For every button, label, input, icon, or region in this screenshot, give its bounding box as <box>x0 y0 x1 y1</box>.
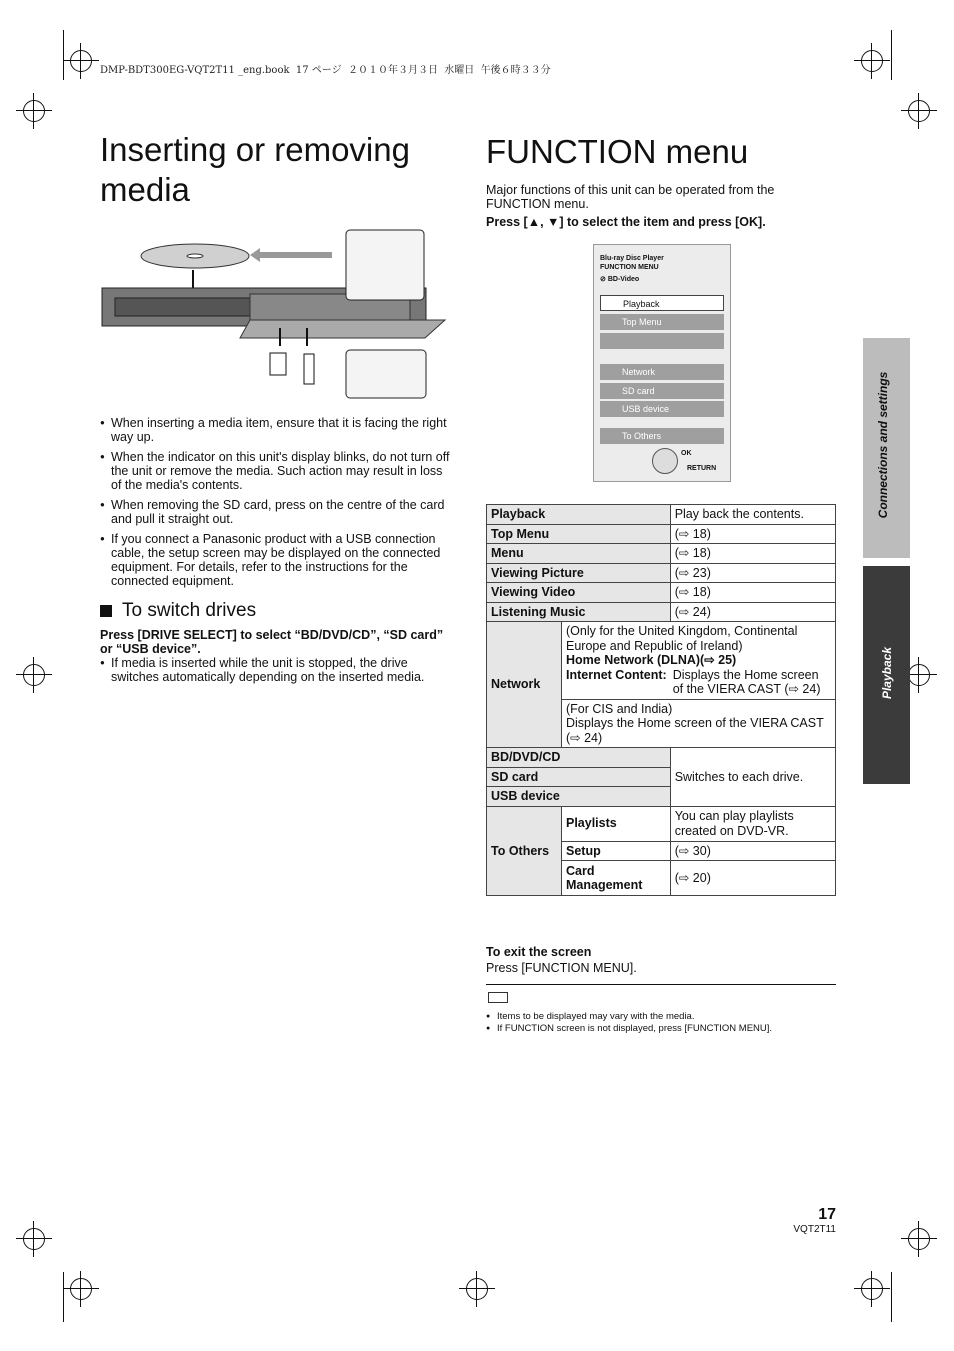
row-key: BD/DVD/CD <box>487 748 671 768</box>
registration-mark <box>861 50 883 72</box>
registration-mark <box>466 1278 488 1300</box>
network-cis-cell <box>562 699 836 748</box>
notes-divider <box>486 984 836 985</box>
book-icon <box>488 992 508 1003</box>
switch-drives-section <box>100 600 450 690</box>
row-value: (⇨ 20) <box>670 861 835 896</box>
row-key: Menu <box>487 544 671 564</box>
registration-mark <box>23 664 45 686</box>
table-row <box>487 806 836 841</box>
doc-code: VQT2T11 <box>793 1224 836 1235</box>
menu-item-blank <box>600 333 724 349</box>
row-value: Switches to each drive. <box>670 748 835 807</box>
switch-drives-instruction: Press [DRIVE SELECT] to select “BD/DVD/CD”, “SD card” or “USB device”. <box>100 628 444 656</box>
network-uk-note: (Only for the United Kingdom, Continental Europe and Republic of Ireland) <box>566 624 798 653</box>
row-key: Network <box>487 622 562 748</box>
row-value: (⇨ 24) <box>670 602 835 622</box>
side-tab-label: Connections and settings <box>876 371 890 519</box>
registration-mark <box>861 1278 883 1300</box>
note-item: ● When inserting a media item, ensure that it is facing the right way up. <box>100 416 450 444</box>
function-menu-screen <box>593 244 731 482</box>
crop-mark <box>891 30 892 80</box>
player-illustration <box>100 228 450 400</box>
table-row <box>487 524 836 544</box>
function-table <box>486 504 836 896</box>
table-row <box>487 622 836 700</box>
footnote-item: ● Items to be displayed may vary with the media. <box>486 1011 836 1023</box>
exit-heading: To exit the screen <box>486 945 592 959</box>
row-value: (⇨ 18) <box>670 583 835 603</box>
side-tab-playback <box>863 566 910 784</box>
table-row <box>487 748 836 768</box>
registration-mark <box>70 1278 92 1300</box>
menu-item-usb-device[interactable]: USB device <box>600 401 724 417</box>
side-tab-label: Playback <box>880 646 894 700</box>
registration-mark <box>70 50 92 72</box>
side-tab-connections <box>863 338 910 558</box>
registration-mark <box>908 1228 930 1250</box>
table-row <box>487 505 836 525</box>
registration-mark <box>23 1228 45 1250</box>
row-subkey: Card Management <box>562 861 671 896</box>
row-value: (⇨ 18) <box>670 544 835 564</box>
row-key: Viewing Video <box>487 583 671 603</box>
table-row <box>487 544 836 564</box>
menu-item-to-others[interactable]: To Others <box>600 428 724 444</box>
network-cis-text: Displays the Home screen of the VIERA CAST (⇨ 24) <box>566 716 824 745</box>
menu-item-sd-card[interactable]: SD card <box>600 383 724 399</box>
network-cis-note: (For CIS and India) <box>566 701 673 716</box>
return-label: RETURN <box>687 465 717 472</box>
home-network-label: Home Network (DLNA)(⇨ 25) <box>566 653 737 667</box>
row-value: Play back the contents. <box>670 505 835 525</box>
square-bullet-icon <box>100 605 112 617</box>
screen-media-type: BD-Video <box>607 276 640 283</box>
note-item: ● If you connect a Panasonic product with a USB connection cable, the setup screen may be displayed on the connected equipment. For details, refer to the instructions for the connected equipment. <box>100 532 450 588</box>
menu-item-playback[interactable]: Playback <box>600 295 724 311</box>
row-value: You can play playlists created on DVD-VR. <box>670 806 835 841</box>
row-subkey: Playlists <box>562 806 671 841</box>
note-item: ● When removing the SD card, press on the centre of the card and pull it straight out. <box>100 498 450 526</box>
row-key: Viewing Picture <box>487 563 671 583</box>
row-key: Listening Music <box>487 602 671 622</box>
screen-menu-name: FUNCTION MENU <box>600 264 659 271</box>
usb-stick-shape <box>304 354 314 384</box>
table-row <box>487 583 836 603</box>
crop-mark <box>63 1272 64 1322</box>
function-instruction: Press [▲, ▼] to select the item and press [OK]. <box>486 215 766 229</box>
menu-item-network[interactable]: Network <box>600 364 724 380</box>
menu-item-top-menu[interactable]: Top Menu <box>600 314 724 330</box>
insert-notes <box>100 416 450 594</box>
row-key: Playback <box>487 505 671 525</box>
note-item: ● When the indicator on this unit's display blinks, do not turn off the unit or remove the media. Such action may result in loss of the media's contents. <box>100 450 450 492</box>
network-uk-cell <box>562 622 836 700</box>
switch-drives-note: ● If media is inserted while the unit is stopped, the drive switches automatically depending on the inserted media. <box>100 656 450 684</box>
page-title-right: FUNCTION menu <box>486 133 749 170</box>
navigation-pad-icon <box>652 448 678 474</box>
row-subkey: Setup <box>562 841 671 861</box>
page-title-left: Inserting or removing media <box>100 131 410 208</box>
ok-label: OK <box>681 450 692 457</box>
row-value: (⇨ 30) <box>670 841 835 861</box>
row-key: SD card <box>487 767 671 787</box>
row-value: (⇨ 18) <box>670 524 835 544</box>
registration-mark <box>908 100 930 122</box>
print-header: DMP-BDT300EG-VQT2T11 _eng.book 17 ページ ２０１０年３月３日 水曜日 午後６時３３分 <box>100 65 551 76</box>
internet-content-label: Internet Content: <box>566 667 667 682</box>
footnotes <box>486 1011 836 1035</box>
table-row <box>487 602 836 622</box>
page-number: 17 <box>818 1206 836 1223</box>
internet-content-text: Displays the Home screen of the VIERA CAST (⇨ 24) <box>672 667 821 696</box>
crop-mark <box>891 1272 892 1322</box>
row-key: To Others <box>487 806 562 896</box>
footnote-item: ● If FUNCTION screen is not displayed, press [FUNCTION MENU]. <box>486 1023 836 1035</box>
row-value: (⇨ 23) <box>670 563 835 583</box>
registration-mark <box>908 664 930 686</box>
insert-arrow <box>260 252 332 258</box>
crop-mark <box>63 30 64 80</box>
disc-icon: ⊘ <box>600 276 606 283</box>
exit-text: Press [FUNCTION MENU]. <box>486 961 637 975</box>
function-intro: Major functions of this unit can be operated from the FUNCTION menu. <box>486 183 775 211</box>
registration-mark <box>23 100 45 122</box>
sd-card-shape <box>270 353 286 375</box>
row-key: Top Menu <box>487 524 671 544</box>
row-key: USB device <box>487 787 671 807</box>
table-row <box>487 563 836 583</box>
screen-device-name: Blu-ray Disc Player <box>600 255 664 262</box>
switch-drives-heading: To switch drives <box>122 600 257 621</box>
